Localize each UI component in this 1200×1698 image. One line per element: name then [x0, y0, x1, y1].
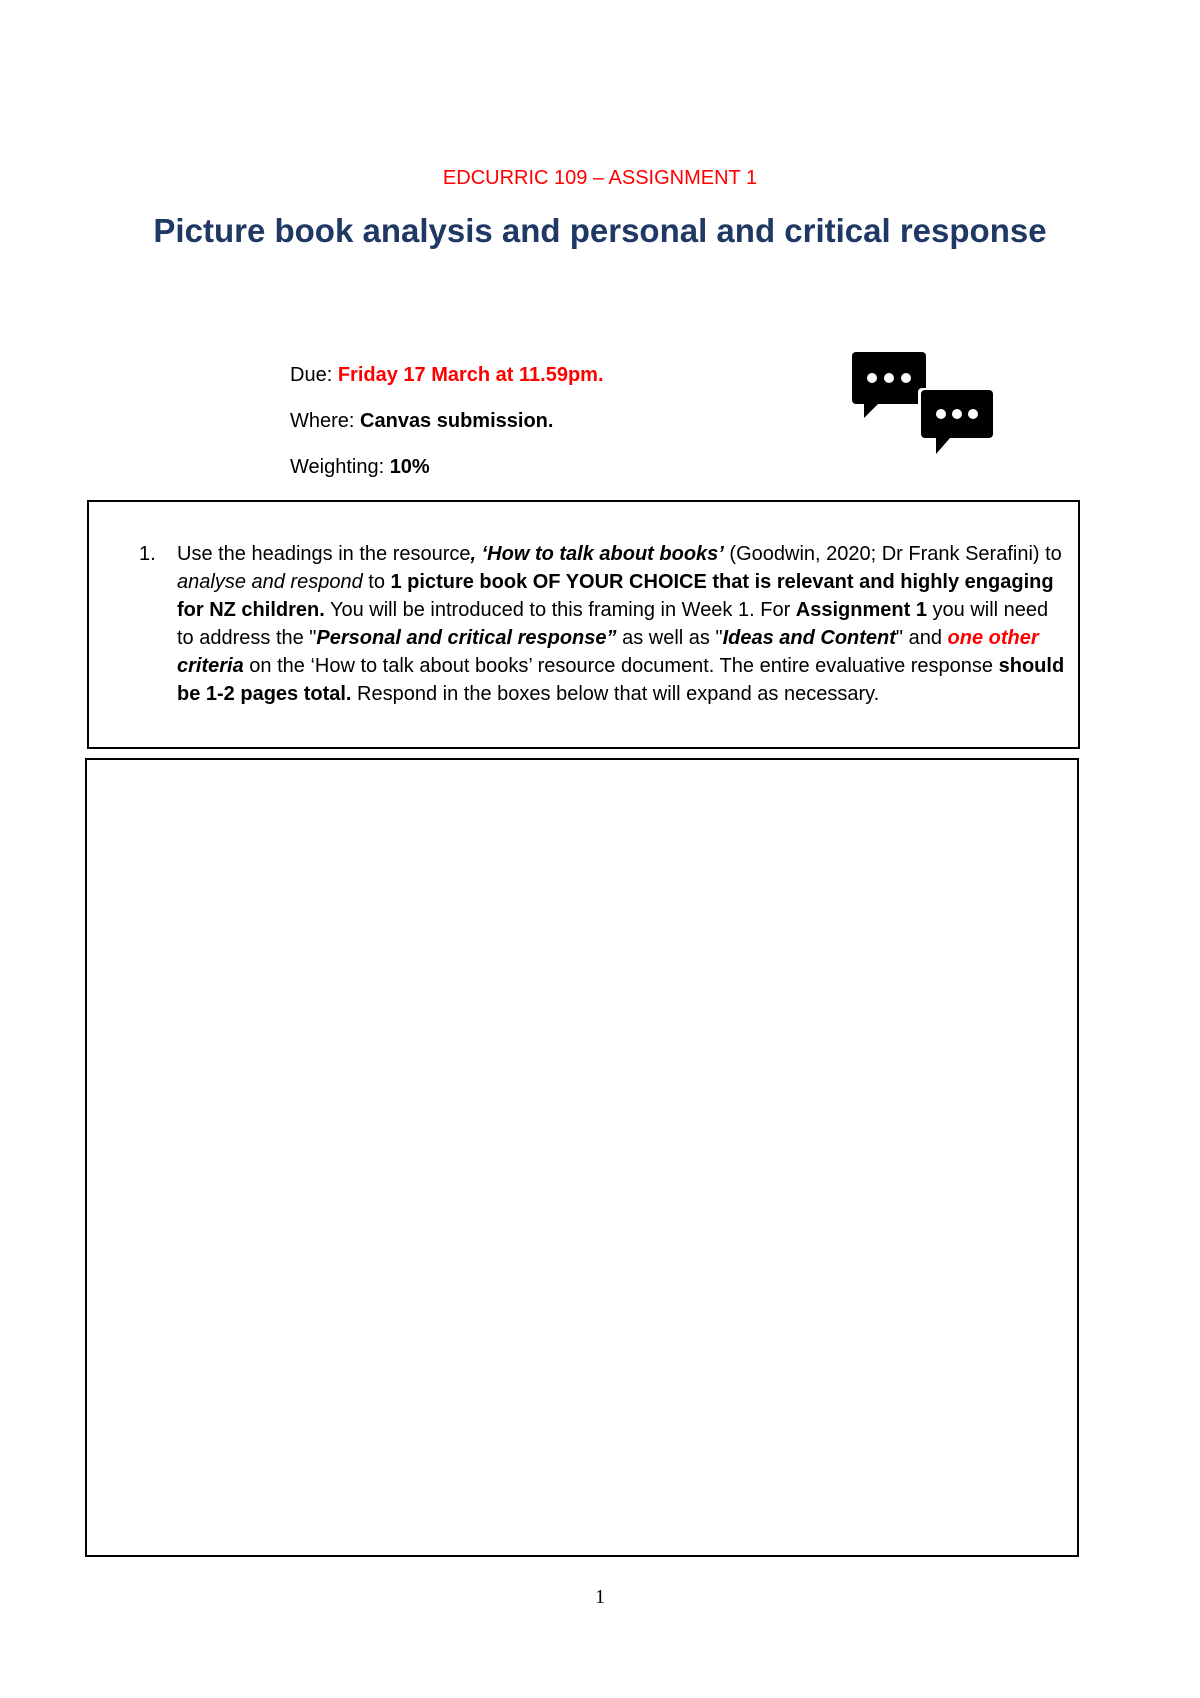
where-label: Where:	[290, 410, 361, 432]
due-label: Due:	[290, 364, 338, 386]
document-title: Picture book analysis and personal and critical response	[153, 212, 1047, 249]
course-code: EDCURRIC 109 – ASSIGNMENT 1	[442, 167, 758, 189]
instruction-bold: Assignment 1	[795, 599, 927, 621]
instructions-box	[87, 500, 1080, 749]
weighting-value: 10%	[389, 456, 430, 478]
instruction-text: " and	[895, 627, 948, 649]
due-line	[290, 363, 604, 387]
instruction-text: you will need to address the "	[177, 599, 1049, 649]
instruction-text: to	[362, 571, 391, 593]
page-number: 1	[595, 1586, 605, 1608]
weighting-label: Weighting:	[290, 456, 390, 478]
instruction-text: Use the headings in the resource	[177, 543, 471, 565]
criteria-personal: Personal and critical response”	[316, 627, 617, 649]
instruction-bold: should be 1-2 pages total.	[177, 655, 1065, 705]
speech-bubbles-icon	[850, 350, 995, 455]
criteria-ideas: Ideas and Content	[722, 627, 896, 649]
where-line	[290, 409, 553, 433]
instruction-emphasis: analyse and respond	[177, 571, 363, 593]
response-box[interactable]	[85, 758, 1079, 1557]
instruction-text: as well as "	[616, 627, 723, 649]
instructions-list	[139, 540, 1069, 708]
criteria-other: one other	[947, 627, 1039, 649]
instruction-text: You will be introduced to this framing in Week 1. For	[324, 599, 796, 621]
instruction-text: (Goodwin, 2020; Dr Frank Serafini) to	[723, 543, 1062, 565]
where-value: Canvas submission.	[360, 410, 554, 432]
instruction-bold: 1 picture book OF YOUR CHOICE that is relevant and highly engaging for NZ children.	[177, 571, 1054, 621]
instruction-text: on the ‘How to talk about books’ resource document. The entire evaluative response	[243, 655, 999, 677]
instruction-number: 1.	[139, 543, 156, 565]
resource-title: , ‘How to talk about books’	[470, 543, 724, 565]
criteria-word: criteria	[177, 655, 244, 677]
instruction-item	[139, 540, 1069, 708]
weighting-line	[290, 455, 430, 479]
due-value: Friday 17 March at 11.59pm.	[337, 364, 604, 386]
instruction-text: Respond in the boxes below that will expand as necessary.	[351, 683, 880, 705]
